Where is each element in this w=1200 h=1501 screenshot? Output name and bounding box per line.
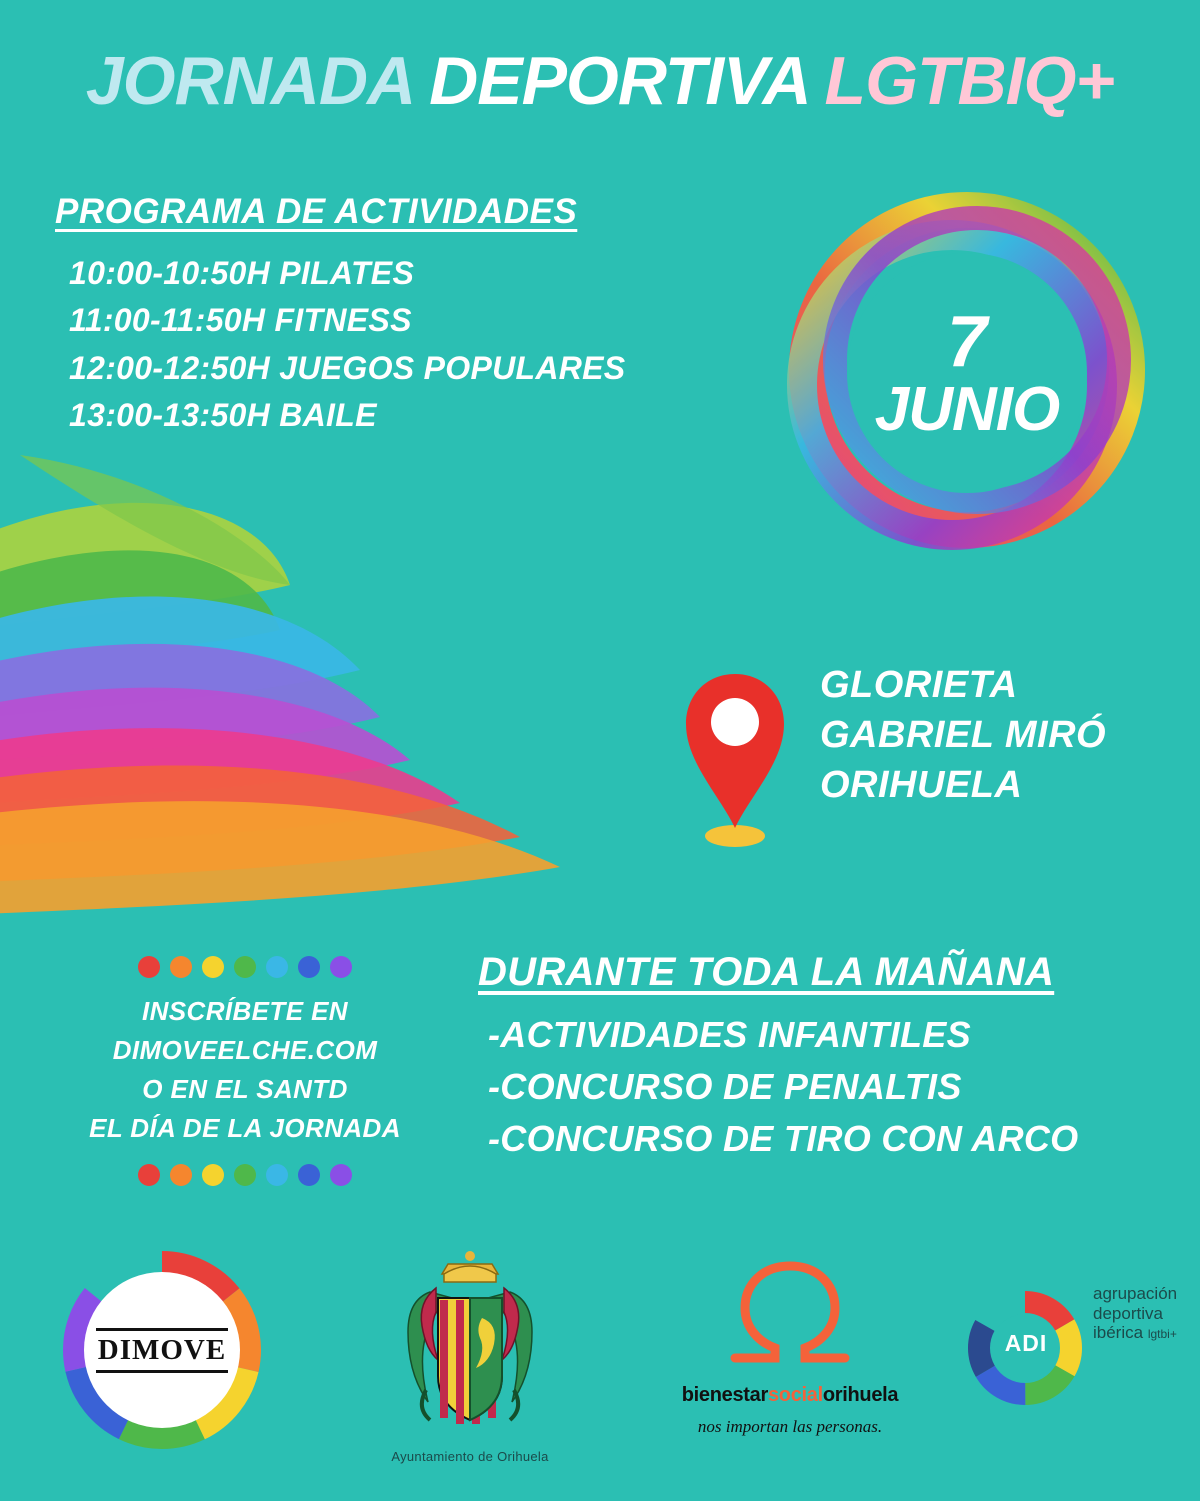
list-item: -CONCURSO DE PENALTIS xyxy=(488,1066,962,1108)
logo-bienestar-social xyxy=(660,1258,920,1473)
logo-dimove xyxy=(62,1250,262,1450)
dimove-inner-circle xyxy=(84,1272,240,1428)
signup-section xyxy=(55,950,435,1192)
rainbow-dots-bottom xyxy=(55,1164,435,1186)
morning-heading: DURANTE TODA LA MAÑANA xyxy=(478,950,1055,994)
signup-text xyxy=(55,992,435,1148)
date-badge xyxy=(772,175,1162,575)
logo-row xyxy=(0,1240,1200,1490)
date-month: JUNIO xyxy=(874,374,1060,444)
location-lines xyxy=(820,660,1106,810)
adi-line-3 xyxy=(1093,1323,1177,1343)
title-part-deportiva: DEPORTIVA xyxy=(429,43,811,119)
location-line-2: GABRIEL MIRÓ xyxy=(820,714,1107,757)
title-part-lgtbiq: LGTBIQ+ xyxy=(824,43,1115,119)
list-item: 11:00-11:50H FITNESS xyxy=(69,302,412,339)
list-item: 12:00-12:50H JUEGOS POPULARES xyxy=(69,349,626,386)
bienestar-word-3: orihuela xyxy=(822,1384,899,1406)
map-pin-icon xyxy=(680,666,790,851)
morning-list xyxy=(478,1009,1178,1166)
logo-adi xyxy=(965,1262,1185,1462)
rainbow-feather-graphic xyxy=(0,455,640,925)
bienestar-wordmark xyxy=(660,1384,920,1407)
program-heading: PROGRAMA DE ACTIVIDADES xyxy=(55,192,578,231)
adi-wordmark: ADI xyxy=(1004,1330,1048,1356)
signup-line-4: EL DÍA DE LA JORNADA xyxy=(89,1113,401,1143)
list-item: 13:00-13:50H BAILE xyxy=(69,397,377,434)
title-part-jornada: JORNADA xyxy=(85,43,416,119)
date-day: 7 xyxy=(946,302,988,383)
adi-line-3-small: lgtbi+ xyxy=(1147,1327,1177,1342)
program-list xyxy=(55,250,775,439)
adi-line-1: agrupación xyxy=(1093,1284,1178,1303)
adi-subtext xyxy=(1093,1284,1177,1343)
bienestar-word-2: social xyxy=(767,1384,823,1406)
page-title xyxy=(0,42,1200,120)
coat-of-arms-icon xyxy=(370,1240,570,1445)
signup-line-3: O EN EL SANTD xyxy=(142,1074,348,1104)
signup-line-1: INSCRÍBETE EN xyxy=(141,996,348,1026)
rainbow-dots-top xyxy=(55,956,435,978)
morning-section xyxy=(478,950,1178,1166)
location-line-1: GLORIETA xyxy=(820,664,1018,706)
dimove-wordmark: DIMOVE xyxy=(96,1328,228,1373)
list-item: 10:00-10:50H PILATES xyxy=(69,255,415,291)
program-section xyxy=(55,192,775,439)
date-text xyxy=(772,175,1162,575)
logo-orihuela xyxy=(355,1240,585,1485)
orihuela-caption: Ayuntamiento de Orihuela xyxy=(391,1449,549,1464)
adi-line-3-main: ibérica xyxy=(1093,1323,1144,1343)
signup-line-2: DIMOVEELCHE.COM xyxy=(112,1035,378,1065)
list-item: -ACTIVIDADES INFANTILES xyxy=(488,1014,971,1055)
adi-line-2: deportiva xyxy=(1093,1303,1163,1323)
bienestar-mark-icon xyxy=(695,1258,885,1378)
bienestar-tagline: nos importan las personas. xyxy=(697,1417,883,1436)
list-item: -CONCURSO DE TIRO CON ARCO xyxy=(488,1118,1079,1160)
location-line-3: ORIHUELA xyxy=(820,764,1023,807)
bienestar-word-1: bienestar xyxy=(681,1384,768,1406)
